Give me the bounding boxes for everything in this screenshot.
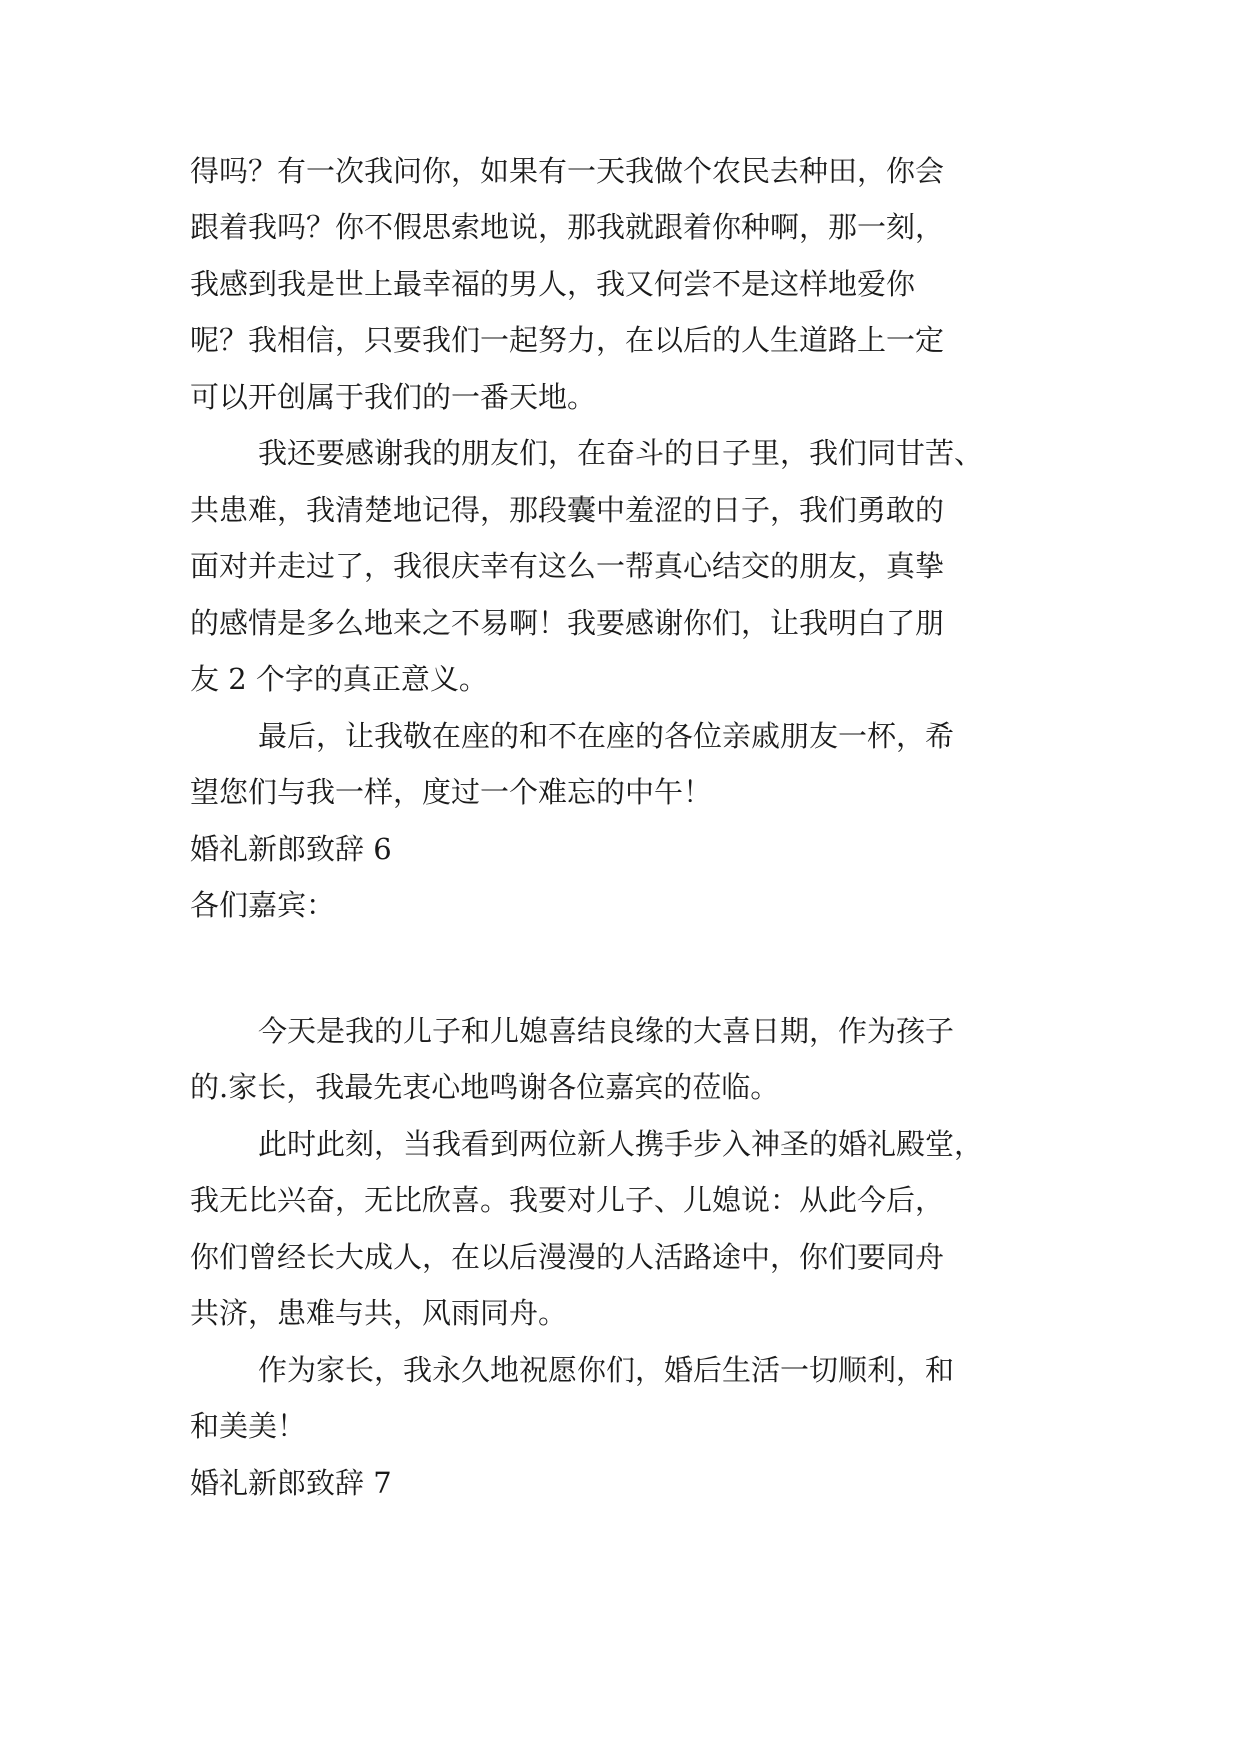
section-heading: 婚礼新郎致辞 7 [190,1466,392,1500]
paragraph-line: 今天是我的儿子和儿媳喜结良缘的大喜日期，作为孩子 [258,1014,955,1048]
paragraph-line: 和美美！ [190,1409,307,1443]
paragraph-line: 的.家长，我最先衷心地鸣谢各位嘉宾的莅临。 [190,1070,780,1104]
paragraph-line: 得吗？有一次我问你，如果有一天我做个农民去种田，你会 [190,154,945,188]
paragraph-line: 面对并走过了，我很庆幸有这么一帮真心结交的朋友，真挚 [190,549,945,583]
paragraph-line: 我还要感谢我的朋友们，在奋斗的日子里，我们同甘苦、 [258,436,984,470]
paragraph-line: 呢？我相信，只要我们一起努力，在以后的人生道路上一定 [190,323,945,357]
paragraph-line: 望您们与我一样，度过一个难忘的中午！ [190,775,713,809]
paragraph-line: 作为家长，我永久地祝愿你们，婚后生活一切顺利，和 [258,1353,955,1387]
section-heading: 婚礼新郎致辞 6 [190,832,392,866]
paragraph-line: 可以开创属于我们的一番天地。 [190,380,597,414]
paragraph-line: 你们曾经长大成人，在以后漫漫的人活路途中，你们要同舟 [190,1240,945,1274]
paragraph-line: 此时此刻，当我看到两位新人携手步入神圣的婚礼殿堂， [258,1127,984,1161]
paragraph-line: 我感到我是世上最幸福的男人，我又何尝不是这样地爱你 [190,267,916,301]
paragraph-line: 我无比兴奋，无比欣喜。我要对儿子、儿媳说：从此今后， [190,1183,945,1217]
paragraph-line: 跟着我吗？你不假思索地说，那我就跟着你种啊，那一刻， [190,210,945,244]
paragraph-line: 友 2 个字的真正意义。 [190,662,488,696]
paragraph-line: 共济，患难与共，风雨同舟。 [190,1296,568,1330]
paragraph-line: 最后，让我敬在座的和不在座的各位亲戚朋友一杯，希 [258,719,955,753]
paragraph-line: 共患难，我清楚地记得，那段囊中羞涩的日子，我们勇敢的 [190,493,945,527]
paragraph-line: 的感情是多么地来之不易啊！我要感谢你们，让我明白了朋 [190,606,945,640]
salutation: 各们嘉宾： [190,888,336,922]
